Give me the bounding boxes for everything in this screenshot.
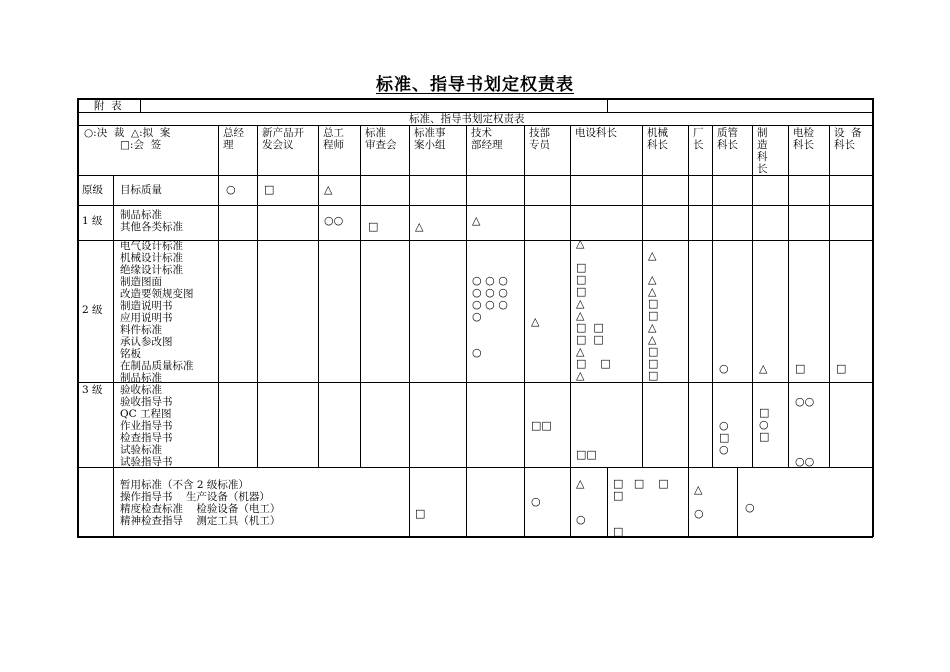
item-label: 电气设计标准 机械设计标准 绝缘设计标准 制造图面 改造要领规变图 制造说明书 应用说明书 料件标准 承认参改图 铭板 在制品质量标准 制品标准	[120, 240, 194, 384]
rule-line	[688, 467, 689, 536]
mark: △	[759, 362, 768, 375]
mark: △	[531, 315, 540, 328]
rule-line	[257, 125, 258, 467]
column-header: 标准事 案小组	[414, 127, 446, 151]
item-label: 暂用标准（不含 2 级标准） 操作指导书 生产设备（机器） 精度检查标准 检验设备（电工） 精神检查指导 测定工具（机工）	[120, 479, 281, 527]
level-label: 2 级	[82, 304, 103, 316]
rule-line	[642, 125, 643, 467]
mark: ○	[745, 501, 755, 514]
mark: △	[415, 220, 424, 233]
rule-line	[712, 125, 713, 467]
rule-line	[77, 467, 873, 468]
rule-line	[570, 125, 571, 467]
rule-line	[318, 125, 319, 467]
level-label: 1 级	[82, 215, 103, 227]
rule-line	[466, 125, 467, 467]
rule-line	[77, 382, 873, 383]
item-label: 目标质量	[120, 184, 162, 196]
rule-line	[607, 98, 608, 112]
mark: △ ○	[694, 483, 704, 520]
level-label: 原级	[82, 184, 103, 196]
rule-line	[77, 125, 873, 126]
rule-line	[360, 125, 361, 467]
mark: □	[836, 362, 847, 375]
table-subtitle: 标准、指导书划定权责表	[409, 113, 525, 125]
legend-line2: □:会 签	[120, 139, 162, 151]
column-header: 机械 科长	[647, 127, 668, 151]
mark: △ △ △ □ □ △ △ □ □ □	[648, 249, 659, 382]
column-header: 标准 审查会	[365, 127, 397, 151]
column-header: 制 造 科 长	[757, 127, 768, 175]
item-label: 验收标准 验收指导书 QC 工程图 作业指导书 检查指导书 试验标准 试验指导书	[120, 384, 173, 468]
rule-line	[752, 125, 753, 467]
rule-line	[140, 98, 141, 112]
column-header: 质管 科长	[717, 127, 738, 151]
mark: ○ ○ ○ ○ ○ ○ ○ ○ ○ ○ ○	[472, 274, 508, 359]
column-header: 电设科长	[575, 127, 617, 139]
mark: □ □ □ □ □	[613, 477, 669, 538]
column-header: 技部 专员	[529, 127, 550, 151]
rule-line	[77, 175, 873, 176]
mark: △	[324, 183, 333, 196]
column-header: 新产品开 发会议	[262, 127, 304, 151]
rule-line	[77, 240, 873, 241]
rule-line	[77, 536, 873, 538]
mark: ○○	[324, 214, 344, 227]
mark: □	[264, 183, 275, 196]
mark: □	[368, 220, 379, 233]
column-header: 总经 理	[223, 127, 244, 151]
rule-line	[829, 125, 830, 467]
page-title: 标准、指导书划定权责表	[376, 75, 574, 95]
mark: □□	[576, 448, 597, 461]
mark: ○	[226, 183, 236, 196]
rule-line	[218, 125, 219, 467]
mark: ○	[531, 495, 541, 508]
rule-line	[872, 98, 874, 537]
column-header: 技术 部经理	[471, 127, 503, 151]
mark: △ □ □ □ △ △ □ □ □ □ △ □ □ △	[576, 237, 611, 382]
rule-line	[77, 98, 873, 100]
mark: □	[795, 362, 806, 375]
mark: □	[415, 507, 426, 520]
mark: ○○ ○○	[795, 395, 815, 468]
attach-label: 附 表	[94, 100, 122, 112]
rule-line	[466, 467, 467, 536]
rule-line	[409, 467, 410, 536]
rule-line	[737, 467, 738, 536]
mark: △	[472, 214, 481, 227]
column-header: 设 备 科长	[834, 127, 862, 151]
item-label: 制品标准 其他各类标准	[120, 209, 183, 233]
rule-line	[524, 467, 525, 536]
legend-line1: ○:决 裁 △:拟 案	[84, 127, 171, 139]
rule-line	[409, 125, 410, 467]
column-header: 电检 科长	[793, 127, 814, 151]
rule-line	[113, 467, 114, 536]
mark: □□	[531, 419, 552, 432]
rule-line	[688, 125, 689, 467]
rule-line	[607, 467, 608, 536]
mark: □ ○ □	[759, 406, 770, 443]
rule-line	[570, 467, 571, 536]
column-header: 总工 程师	[323, 127, 344, 151]
mark: △ ○	[576, 477, 586, 526]
column-header: 厂 长	[693, 127, 704, 151]
level-label: 3 级	[82, 384, 103, 396]
rule-line	[77, 205, 873, 206]
mark: ○ □ ○	[719, 419, 730, 456]
rule-line	[524, 125, 525, 467]
rule-line	[77, 98, 79, 537]
mark: ○	[719, 362, 729, 375]
rule-line	[788, 125, 789, 467]
